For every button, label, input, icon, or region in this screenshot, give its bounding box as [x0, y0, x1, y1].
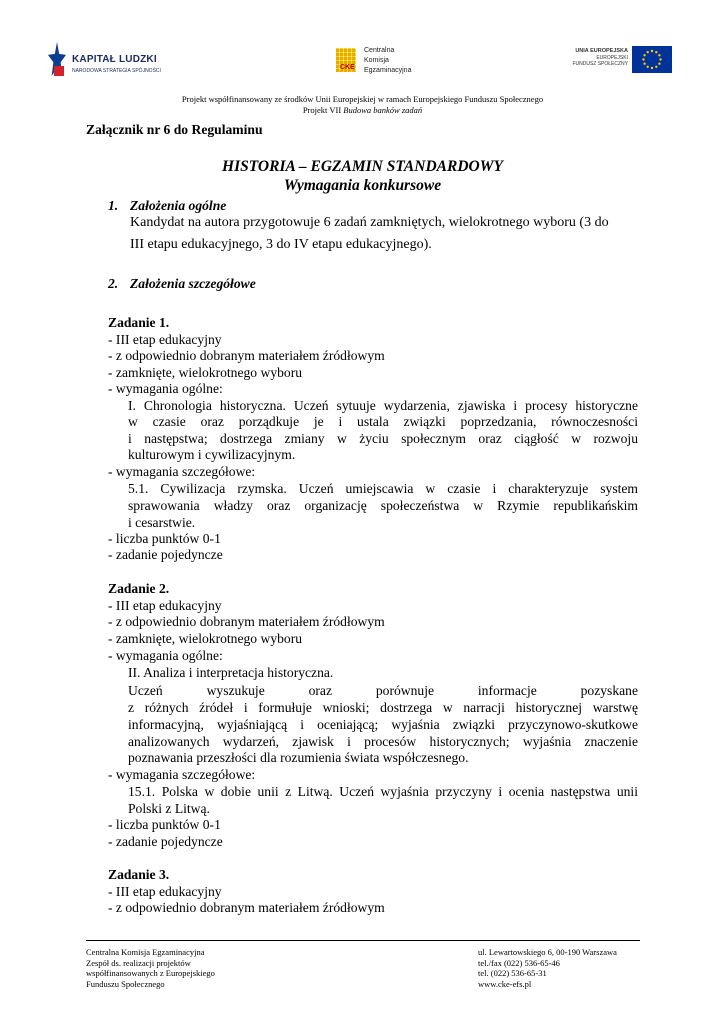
- task-2-specific-text: Polski z Litwą.: [128, 801, 210, 816]
- task-1-general-text: kulturowym i cywilizacyjnym.: [128, 447, 296, 462]
- task-1-general-text: I. Chronologia historyczna. Uczeń sytuuje wydarzenia, zjawiska i procesy historyczne: [128, 398, 638, 413]
- attachment-label: Załącznik nr 6 do Regulaminu: [86, 122, 263, 137]
- footer-right-line: tel. (022) 536-65-31: [478, 968, 547, 978]
- kapital-ludzki-logo: [48, 42, 183, 78]
- task-1-specific-text: 5.1. Cywilizacja rzymska. Uczeń umiejscawia w czasie i charakteryzuje system: [128, 481, 638, 496]
- task-1-general-text: i następstwa; dostrzega zmiany w życiu społecznym oraz ciągłość w rozwoju: [128, 431, 638, 446]
- task-1-line: - wymagania ogólne:: [108, 381, 223, 396]
- section-1-line-1: Kandydat na autora przygotowuje 6 zadań zamkniętych, wielokrotnego wyboru (3 do: [130, 215, 609, 230]
- task-1-line: - wymagania szczegółowe:: [108, 464, 256, 479]
- cke-line-2: Komisja: [364, 57, 389, 64]
- task-2-specific-text: 15.1. Polska w dobie unii z Litwą. Uczeń wyjaśnia przyczyny i ocenia następstwa unii: [128, 784, 638, 799]
- page-title: HISTORIA – EGZAMIN STANDARDOWY: [222, 158, 503, 175]
- project-line-2-prefix: Projekt VII: [302, 105, 344, 115]
- footer-left-line: współfinansowanych z Europejskiego: [86, 968, 215, 978]
- task-2-line: - liczba punktów 0-1: [108, 817, 221, 832]
- task-2-general-text: z różnych źródeł i formułuje wnioski; dostrzega w narracji historycznej warstwę: [128, 700, 638, 715]
- task-3-line: - z odpowiednio dobranym materiałem źródłowym: [108, 900, 385, 915]
- task-1-general-text: w czasie oraz porządkuje je i ustala związki poprzedzania, równoczesności: [128, 414, 638, 429]
- footer-left: [86, 947, 215, 989]
- cke-line-1: Centralna: [364, 47, 395, 54]
- logo-left-subtitle: NARODOWA STRATEGIA SPÓJNOŚCI: [72, 68, 161, 74]
- project-line-2-italic: Budowa banków zadań: [343, 105, 423, 115]
- eu-flag-icon: [632, 46, 672, 73]
- project-line-1: Projekt współfinansowany ze środków Unii Europejskiej w ramach Europejskiego Funduszu Społecznego: [181, 94, 544, 104]
- footer-divider: [86, 940, 640, 941]
- task-1-specific-text: i cesarstwie.: [128, 515, 196, 530]
- task-2-line: - wymagania szczegółowe:: [108, 767, 256, 782]
- eu-line-1: UNIA EUROPEJSKA: [575, 48, 628, 54]
- task-1-specific-text: sprawowania władzy oraz organizację społeczeństwa w Rzymie republikańskim: [128, 498, 638, 513]
- task-1-line: - z odpowiednio dobranym materiałem źródłowym: [108, 348, 385, 363]
- section-2-title: Założenia szczegółowe: [130, 276, 256, 291]
- task-1-heading: Zadanie 1.: [108, 315, 170, 330]
- task-1-line: - zadanie pojedyncze: [108, 547, 223, 562]
- project-line-2: [0, 105, 725, 115]
- logo-red-bar: [54, 66, 64, 76]
- logo-left-title: KAPITAŁ LUDZKI: [72, 54, 157, 65]
- eu-logo: [560, 46, 675, 76]
- task-2-heading: Zadanie 2.: [108, 581, 170, 596]
- eu-line-2: EUROPEJSKI: [596, 54, 628, 61]
- task-2-line: - z odpowiednio dobranym materiałem źródłowym: [108, 614, 385, 629]
- footer-left-line: Zespół ds. realizacji projektów: [86, 957, 191, 968]
- section-1-line-2: III etapu edukacyjnego, 3 do IV etapu edukacyjnego).: [130, 237, 432, 252]
- task-2-line: - zadanie pojedyncze: [108, 834, 223, 849]
- footer-left-line: Funduszu Społecznego: [86, 978, 165, 989]
- task-2-general-text: II. Analiza i interpretacja historyczna.: [128, 665, 334, 680]
- task-2-general-text: analizowanych wydarzeń, zjawisk i procesów historycznych; wyjaśnia znaczenie: [128, 734, 638, 749]
- task-3-heading: Zadanie 3.: [108, 867, 170, 882]
- footer-right-line: tel./fax (022) 536-65-46: [478, 957, 560, 968]
- section-1-title: Założenia ogólne: [130, 198, 227, 213]
- section-2-number: 2.: [108, 276, 119, 291]
- cke-logo: [336, 44, 426, 78]
- task-2-line: - III etap edukacyjny: [108, 598, 222, 613]
- task-2-general-text: Uczeń wyszukuje oraz porównuje informacje pozyskane: [128, 683, 638, 698]
- task-1-line: - liczba punktów 0-1: [108, 531, 221, 546]
- page-subtitle: Wymagania konkursowe: [283, 177, 442, 194]
- task-2-line: - wymagania ogólne:: [108, 648, 223, 663]
- eu-line-3: FUNDUSZ SPOŁECZNY: [572, 61, 628, 67]
- section-1-number: 1.: [108, 198, 119, 213]
- footer-right-line: ul. Lewartowskiego 6, 00-190 Warszawa: [478, 947, 617, 957]
- task-2-general-text: informacyjną, wyjaśniającą i oceniającą; wyjaśnia związki przyczynowo-skutkowe: [128, 717, 638, 732]
- task-2-line: - zamknięte, wielokrotnego wyboru: [108, 631, 303, 646]
- cke-mark: CKE: [340, 64, 355, 71]
- cke-line-3: Egzaminacyjna: [364, 67, 412, 74]
- task-1-line: - III etap edukacyjny: [108, 332, 222, 347]
- task-2-general-text: poznawania przeszłości dla rozumienia świata współczesnego.: [128, 750, 469, 765]
- task-1-line: - zamknięte, wielokrotnego wyboru: [108, 365, 303, 380]
- footer-website-link[interactable]: www.cke-efs.pl: [478, 978, 532, 989]
- task-3-line: - III etap edukacyjny: [108, 884, 222, 899]
- footer-right: [478, 947, 617, 989]
- footer-left-line: Centralna Komisja Egzaminacyjna: [86, 947, 205, 957]
